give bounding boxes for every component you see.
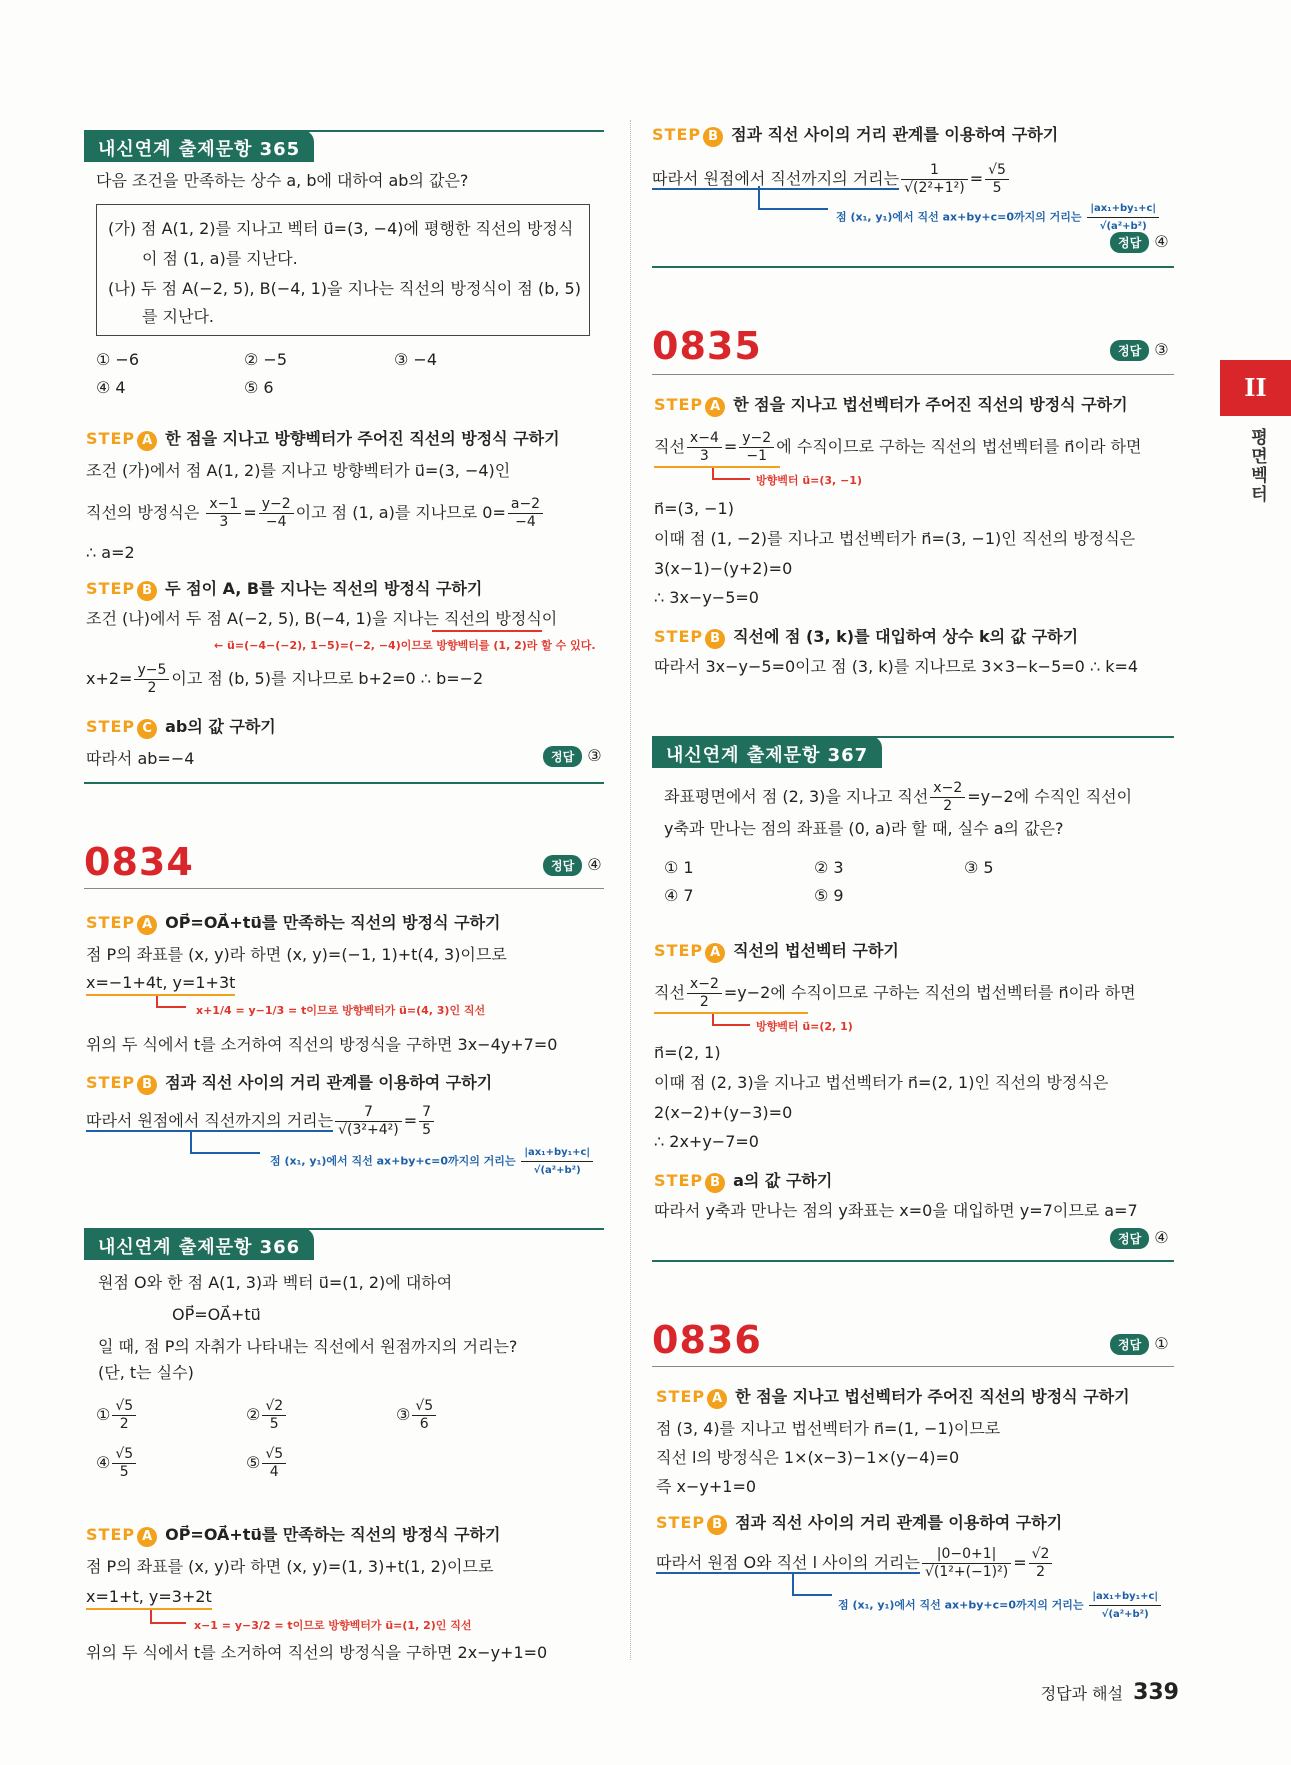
condition-ga-line2: 이 점 (1, a)를 지난다. <box>142 249 298 268</box>
section-rule <box>84 782 604 784</box>
note-red: x+1/4 = y−1/3 = t이므로 방향벡터가 u⃗=(4, 3)인 직선 <box>196 1004 486 1017</box>
solution-line: 조건 (나)에서 두 점 A(−2, 5), B(−4, 1)을 지나는 직선의 방정식이 <box>86 609 558 628</box>
tag-rule <box>300 1228 604 1230</box>
step-b-heading: STEP B a의 값 구하기 <box>654 1168 832 1193</box>
question-text: 원점 O와 한 점 A(1, 3)과 벡터 u⃗=(1, 2)에 대하여 <box>98 1273 453 1292</box>
answer-badge: 정답 ① <box>1110 1334 1169 1355</box>
condition-na-line1: (나) 두 점 A(−2, 5), B(−4, 1)을 지나는 직선의 방정식이 점 (b, 5) <box>108 279 581 298</box>
chapter-title: 평면벡터 <box>1247 428 1267 504</box>
underline-mark <box>432 630 542 632</box>
step-b-heading: STEP B 두 점이 A, B를 지나는 직선의 방정식 구하기 <box>86 576 482 601</box>
section-tag-367: 내신연계 출제문항 367 <box>652 736 882 768</box>
note-blue: 점 (x₁, y₁)에서 직선 ax+by+c=0까지의 거리는 $\frac{\text{|ax₁+by₁+c|}}{\text{√(a²+b²)}}$ <box>270 1144 595 1179</box>
annotation-arrow <box>712 468 750 480</box>
step-a-heading: STEP A OP⃗=OA⃗+tu⃗를 만족하는 직선의 방정식 구하기 <box>86 1522 501 1547</box>
choice-2: ② $\frac{√2}{5}$ <box>246 1398 288 1433</box>
step-a-heading: STEP A 한 점을 지나고 법선벡터가 주어진 직선의 방정식 구하기 <box>656 1384 1130 1409</box>
solution-line: 3(x−1)−(y+2)=0 <box>654 559 793 578</box>
solution-line: 위의 두 식에서 t를 소거하여 직선의 방정식을 구하면 3x−4y+7=0 <box>86 1035 558 1054</box>
step-b-heading: STEP B 점과 직선 사이의 거리 관계를 이용하여 구하기 <box>86 1070 492 1095</box>
note-red: 방향벡터 u⃗=(3, −1) <box>756 474 862 487</box>
solution-line: 점 P의 좌표를 (x, y)라 하면 (x, y)=(−1, 1)+t(4, 3)이므로 <box>86 945 507 964</box>
solution-line: 직선 l의 방정식은 1×(x−3)−1×(y−4)=0 <box>656 1448 960 1467</box>
annotation-arrow <box>758 186 828 210</box>
answer-badge: 정답 ③ <box>543 746 602 767</box>
choice-4: ④ 7 <box>664 886 694 905</box>
step-a-heading: STEP A 직선의 법선벡터 구하기 <box>654 938 899 963</box>
step-b-heading: STEP B 점과 직선 사이의 거리 관계를 이용하여 구하기 <box>656 1510 1062 1535</box>
choice-4: ④ 4 <box>96 378 126 397</box>
chapter-tab: II <box>1220 360 1291 416</box>
column-divider <box>630 120 631 1660</box>
question-text: 일 때, 점 P의 자취가 나타내는 직선에서 원점까지의 거리는? <box>98 1337 518 1356</box>
condition-ga-line1: (가) 점 A(1, 2)를 지나고 벡터 u⃗=(3, −4)에 평행한 직선의 방정식 <box>108 219 574 238</box>
page-number: 339 <box>1133 1680 1179 1705</box>
question-text-fraction: 좌표평면에서 점 (2, 3)을 지나고 직선 $\frac{x-2}{2}$ =y−2에 수직인 직선이 <box>664 780 1133 814</box>
section-rule <box>652 374 1174 375</box>
note-blue: 점 (x₁, y₁)에서 직선 ax+by+c=0까지의 거리는 $\frac{\text{|ax₁+by₁+c|}}{\text{√(a²+b²)}}$ <box>838 1588 1163 1623</box>
note-red: ← u⃗=(−4−(−2), 1−5)=(−2, −4)이므로 방향벡터를 (1, 2)라 할 수 있다. <box>214 639 596 652</box>
choice-2: ② 3 <box>814 858 844 877</box>
step-b-heading: STEP B 점과 직선 사이의 거리 관계를 이용하여 구하기 <box>652 122 1058 147</box>
choice-5: ⑤ 6 <box>244 378 274 397</box>
solution-line-fraction: 직선의 방정식은 $\frac{x-1}{3}$ = $\frac{y-2}{-4}$ 이고 점 (1, a)를 지나므로 0= $\frac{a-2}{-4}$ <box>86 496 545 531</box>
annotation-arrow <box>150 1610 186 1624</box>
solution-line: 즉 x−y+1=0 <box>656 1477 757 1496</box>
choice-3: ③ −4 <box>394 350 438 369</box>
step-c-heading: STEP C ab의 값 구하기 <box>86 714 276 739</box>
condition-na-line2: 를 지난다. <box>142 307 214 326</box>
tag-rule <box>870 736 1174 738</box>
solution-line-fraction: 직선 $\frac{x-2}{2}$ =y−2에 수직이므로 구하는 직선의 법선벡터를 n⃗이라 하면 <box>654 976 1136 1010</box>
solution-line: ∴ 2x+y−7=0 <box>654 1132 759 1151</box>
solution-line-fraction: 따라서 원점에서 직선까지의 거리는 $\frac{7}{\text{√(3²+4²)}}$ = $\frac{7}{5}$ <box>86 1104 436 1139</box>
section-rule <box>652 1260 1174 1262</box>
problem-number: 0836 <box>652 1318 762 1362</box>
note-blue: 점 (x₁, y₁)에서 직선 ax+by+c=0까지의 거리는 $\frac{\text{|ax₁+by₁+c|}}{\text{√(a²+b²)}}$ <box>836 200 1161 235</box>
vector-equation: OP⃗=OA⃗+tu⃗ <box>172 1305 261 1324</box>
choice-4: ④ $\frac{√5}{5}$ <box>96 1446 138 1481</box>
solution-line: x=−1+4t, y=1+3t <box>86 972 235 996</box>
solution-line: x=1+t, y=3+2t <box>86 1586 212 1610</box>
solution-line-fraction: 따라서 원점에서 직선까지의 거리는 $\frac{1}{\text{√(2²+1²)}}$ = $\frac{√5}{5}$ <box>652 162 1011 197</box>
solution-line: 점 (3, 4)를 지나고 법선벡터가 n⃗=(1, −1)이므로 <box>656 1419 1001 1438</box>
choice-1: ① 1 <box>664 858 694 877</box>
solution-line: 따라서 ab=−4 <box>86 749 195 768</box>
note-red: 방향벡터 u⃗=(2, 1) <box>756 1020 853 1033</box>
answer-badge: 정답 ④ <box>1110 232 1169 253</box>
step-b-heading: STEP B 직선에 점 (3, k)를 대입하여 상수 k의 값 구하기 <box>654 624 1078 649</box>
solution-line: n⃗=(3, −1) <box>654 499 734 518</box>
section-tag-366: 내신연계 출제문항 366 <box>84 1228 314 1260</box>
answer-badge: 정답 ④ <box>543 855 602 876</box>
step-a-heading: STEP A OP⃗=OA⃗+tu⃗를 만족하는 직선의 방정식 구하기 <box>86 910 501 935</box>
solution-line: ∴ a=2 <box>86 543 135 562</box>
step-a-heading: STEP A 한 점을 지나고 방향벡터가 주어진 직선의 방정식 구하기 <box>86 426 560 451</box>
solution-line-fraction: 직선 $\frac{x-4}{3}$ = $\frac{y-2}{-1}$ 에 수직이므로 구하는 직선의 법선벡터를 n⃗이라 하면 <box>654 430 1142 464</box>
annotation-arrow <box>792 1574 832 1596</box>
section-rule <box>652 266 1174 268</box>
problem-number: 0835 <box>652 324 762 368</box>
page-footer <box>1041 1680 1179 1705</box>
problem-number: 0834 <box>84 840 194 884</box>
choice-2: ② −5 <box>244 350 288 369</box>
choice-5: ⑤ $\frac{√5}{4}$ <box>246 1446 288 1481</box>
solution-line: 2(x−2)+(y−3)=0 <box>654 1103 793 1122</box>
choice-1: ① −6 <box>96 350 140 369</box>
section-rule <box>84 888 604 889</box>
note-red: x−1 = y−3/2 = t이므로 방향벡터가 u⃗=(1, 2)인 직선 <box>194 1619 472 1632</box>
choice-5: ⑤ 9 <box>814 886 844 905</box>
solution-line: n⃗=(2, 1) <box>654 1043 721 1062</box>
choice-3: ③ $\frac{√5}{6}$ <box>396 1398 438 1433</box>
tag-rule <box>300 130 604 132</box>
answer-badge: 정답 ④ <box>1110 1228 1169 1249</box>
solution-line-fraction: x+2= $\frac{y-5}{2}$ 이고 점 (b, 5)를 지나므로 b+2=0 ∴ b=−2 <box>86 662 484 696</box>
question-text: 다음 조건을 만족하는 상수 a, b에 대하여 ab의 값은? <box>96 171 469 190</box>
step-a-heading: STEP A 한 점을 지나고 법선벡터가 주어진 직선의 방정식 구하기 <box>654 392 1128 417</box>
solution-line: ∴ 3x−y−5=0 <box>654 588 759 607</box>
solution-line: 조건 (가)에서 점 A(1, 2)를 지나고 방향벡터가 u⃗=(3, −4)인 <box>86 461 511 480</box>
section-rule <box>652 1366 1174 1367</box>
solution-line-fraction: 따라서 원점 O와 직선 l 사이의 거리는 $\frac{|0-0+1|}{\text{√(1²+(−1)²)}}$ = $\frac{√2}{2}$ <box>656 1546 1054 1581</box>
section-tag-365: 내신연계 출제문항 365 <box>84 130 314 162</box>
solution-line: 점 P의 좌표를 (x, y)라 하면 (x, y)=(1, 3)+t(1, 2)이므로 <box>86 1557 494 1576</box>
choice-1: ① $\frac{√5}{2}$ <box>96 1398 138 1433</box>
question-text: (단, t는 실수) <box>98 1363 194 1382</box>
footer-label: 정답과 해설 <box>1040 1684 1124 1703</box>
solution-line: 따라서 y축과 만나는 점의 y좌표는 x=0을 대입하면 y=7이므로 a=7 <box>654 1201 1138 1220</box>
annotation-arrow <box>190 1130 260 1154</box>
solution-line: 따라서 3x−y−5=0이고 점 (3, k)를 지나므로 3×3−k−5=0 ∴ k=4 <box>654 657 1139 676</box>
solution-line: 이때 점 (1, −2)를 지나고 법선벡터가 n⃗=(3, −1)인 직선의 방정식은 <box>654 529 1136 548</box>
solution-line: 이때 점 (2, 3)을 지나고 법선벡터가 n⃗=(2, 1)인 직선의 방정식은 <box>654 1073 1109 1092</box>
answer-badge: 정답 ③ <box>1110 340 1169 361</box>
annotation-arrow <box>156 996 186 1008</box>
question-text: y축과 만나는 점의 좌표를 (0, a)라 할 때, 실수 a의 값은? <box>664 819 1064 838</box>
annotation-arrow <box>712 1014 750 1026</box>
choice-3: ③ 5 <box>964 858 994 877</box>
solution-line: 위의 두 식에서 t를 소거하여 직선의 방정식을 구하면 2x−y+1=0 <box>86 1643 548 1662</box>
